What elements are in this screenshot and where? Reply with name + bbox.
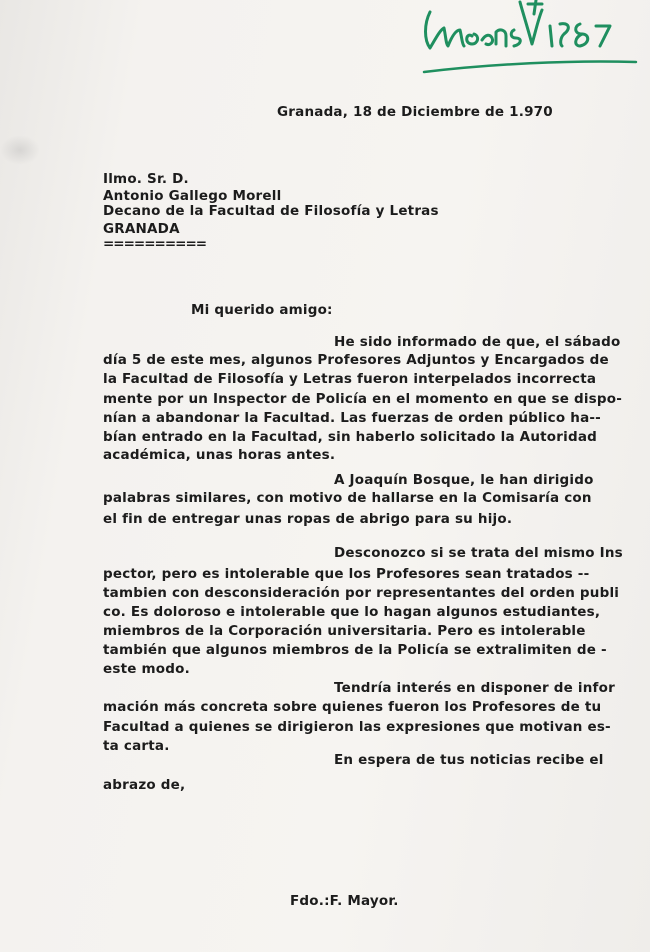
signature: Fdo.:F. Mayor. <box>290 893 399 909</box>
recipient-name: Antonio Gallego Morell <box>103 188 282 204</box>
body-line: Tendría interés en disponer de infor <box>334 680 615 696</box>
body-line: He sido informado de que, el sábado <box>334 334 621 350</box>
body-line: co. Es doloroso e intolerable que lo hagan algunos estudiantes, <box>103 604 601 620</box>
body-line: académica, unas horas antes. <box>103 447 336 463</box>
closing-line: En espera de tus noticias recibe el <box>334 752 604 768</box>
salutation: Mi querido amigo: <box>191 302 333 318</box>
body-line: mación más concreta sobre quienes fueron los Profesores de tu <box>103 699 602 715</box>
body-line: el fin de entregar unas ropas de abrigo para su hijo. <box>103 511 513 527</box>
recipient-city: GRANADA <box>103 221 180 237</box>
date-line: Granada, 18 de Diciembre de 1.970 <box>277 104 553 120</box>
body-line: este modo. <box>103 661 190 677</box>
body-line: tambien con desconsideración por representantes del orden publi <box>103 585 620 601</box>
body-line: ta carta. <box>103 738 170 754</box>
body-line: nían a abandonar la Facultad. Las fuerzas de orden público ha-- <box>103 410 601 426</box>
body-line: también que algunos miembros de la Policía se extralimiten de - <box>103 642 607 658</box>
closing-line: abrazo de, <box>103 777 186 793</box>
body-line: miembros de la Corporación universitaria. Pero es intolerable <box>103 623 586 639</box>
recipient-title: Decano de la Facultad de Filosofía y Letras <box>103 203 439 219</box>
body-line: Facultad a quienes se dirigieron las expresiones que motivan es- <box>103 719 611 735</box>
handwritten-annotation <box>410 0 640 80</box>
recipient-underline: ========== <box>103 236 207 252</box>
paper-smudge <box>0 135 40 165</box>
body-line: Desconozco si se trata del mismo Ins <box>334 545 623 561</box>
body-line: bían entrado en la Facultad, sin haberlo solicitado la Autoridad <box>103 429 597 445</box>
body-line: A Joaquín Bosque, le han dirigido <box>334 472 594 488</box>
body-line: día 5 de este mes, algunos Profesores Adjuntos y Encargados de <box>103 352 609 368</box>
recipient-line: Ilmo. Sr. D. <box>103 171 189 187</box>
body-line: palabras similares, con motivo de hallarse en la Comisaría con <box>103 490 592 506</box>
body-line: la Facultad de Filosofía y Letras fueron interpelados incorrecta <box>103 371 597 387</box>
body-line: pector, pero es intolerable que los Profesores sean tratados -- <box>103 566 590 582</box>
body-line: mente por un Inspector de Policía en el momento en que se dispo- <box>103 391 623 407</box>
